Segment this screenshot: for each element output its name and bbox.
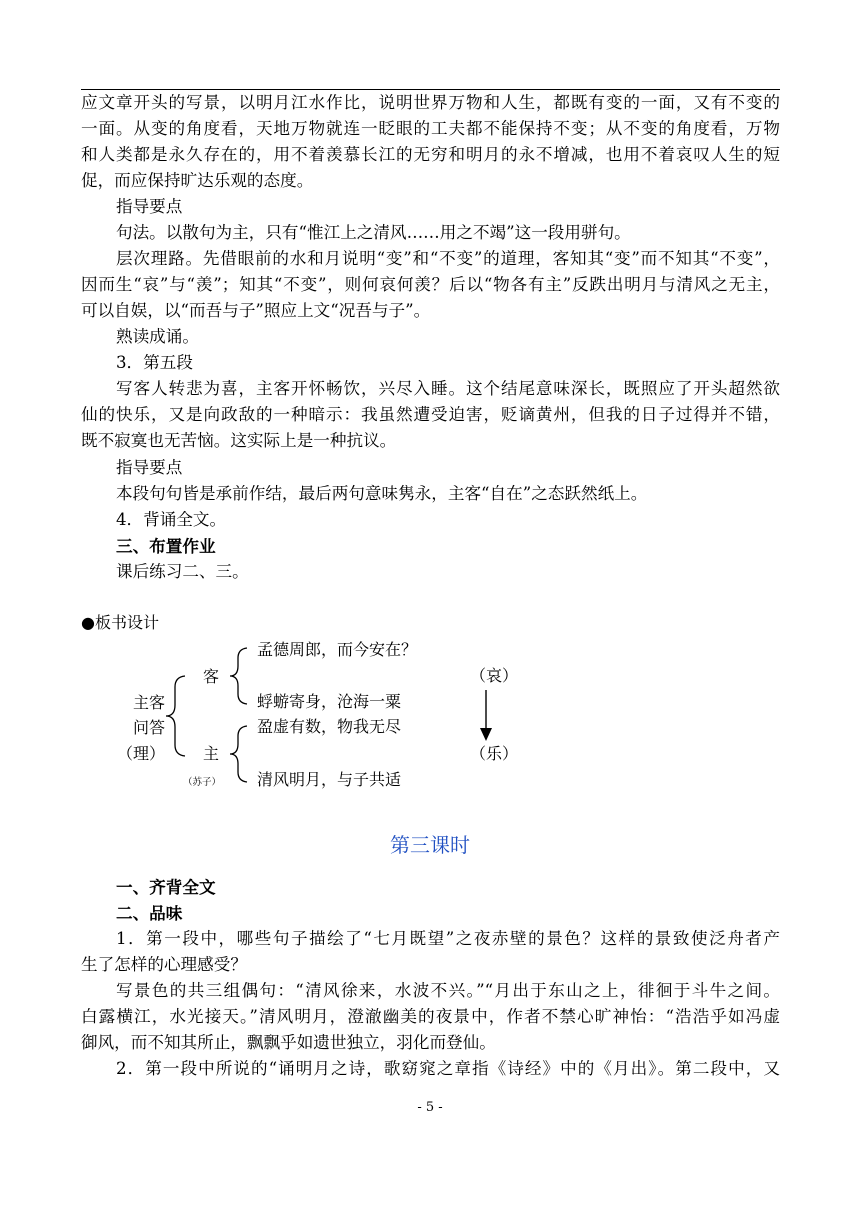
board-title: ●板书设计 [81, 613, 159, 632]
guide-title: 指导要点 [116, 458, 183, 477]
board-guest-line: 蜉蝣寄身，沧海一粟 [257, 692, 402, 711]
section-title: 3．第五段 [116, 353, 193, 372]
arrow-down-icon [480, 728, 492, 741]
list-item: 4．背诵全文。 [116, 510, 227, 529]
level-note-line: 层次理路。先借眼前的水和月说明“变”和“不变”的道理，客知其“变”而不知其“不变”， [116, 249, 780, 268]
answer-line: 白露横江，水光接天。”清风明月，澄澈幽美的夜景中，作者不禁心旷神怡：“浩浩乎如冯虚 [81, 1007, 780, 1026]
board-guest-label: 客 [203, 667, 220, 686]
homework-text: 课后练习二、三。 [116, 562, 249, 581]
sentence-note: 句法。以散句为主，只有“惟江上之清风……用之不竭”这一段用骈句。 [116, 223, 631, 242]
board-host-note: （苏子） [183, 777, 222, 788]
board-host-line: 盈虚有数，物我无尽 [257, 717, 402, 736]
lesson-section-title: 二、品味 [116, 903, 183, 923]
text-line: 和人类都是永久存在的，用不着羡慕长江的无穷和明月的永不增减，也用不着哀叹人生的短 [81, 145, 780, 164]
board-mood-joy: （乐） [470, 744, 519, 763]
board-host-line: 清风明月，与子共适 [257, 770, 402, 789]
guest-brace [230, 648, 247, 704]
answer-line: 写景色的共三组偶句：“清风徐来，水波不兴。”“月出于东山之上，徘徊于斗牛之间。 [116, 981, 780, 1000]
level-note-line: 因而生“哀”与“羡”；知其“不变”，则何哀何羡？后以“物各有主”反跌出明月与清风之无主， [81, 275, 780, 294]
text-line: 应文章开头的写景，以明月江水作比，说明世界万物和人生，都既有变的一面，又有不变的 [81, 93, 780, 112]
recite-note: 熟读成诵。 [116, 327, 199, 346]
host-brace [230, 726, 247, 782]
text-line: 一面。从变的角度看，天地万物就连一眨眼的工夫都不能保持不变；从不变的角度看，万物 [81, 119, 780, 138]
section-text-line: 仙的快乐，又是向政敌的一种暗示：我虽然遭受迫害，贬谪黄州，但我的日子过得并不错， [81, 405, 780, 424]
board-mood-sad: （哀） [470, 666, 519, 685]
board-host-label: 主 [203, 744, 220, 763]
board-left-label: （理） [117, 744, 166, 763]
text-line: 促，而应保持旷达乐观的态度。 [81, 171, 314, 190]
question-line: 1．第一段中，哪些句子描绘了“七月既望”之夜赤壁的景色？这样的景致使泛舟者产 [116, 929, 780, 948]
board-guest-line: 孟德周郎，而今安在？ [257, 640, 418, 659]
page-number: - 5 - [417, 1100, 443, 1115]
homework-title: 三、布置作业 [116, 536, 216, 556]
board-left-label: 主客 [133, 693, 166, 712]
section-text-line: 既不寂寞也无苦恼。这实际上是一种抗议。 [81, 431, 397, 450]
lesson-section-title: 一、齐背全文 [116, 877, 216, 897]
board-left-label: 问答 [133, 718, 166, 737]
section-text-line: 写客人转悲为喜，主客开怀畅饮，兴尽入睡。这个结尾意味深长，既照应了开头超然欲 [116, 379, 780, 398]
question-line: 2．第一段中所说的“诵明月之诗，歌窈窕之章指《诗经》中的《月出》。第二段中，又 [116, 1059, 780, 1078]
question-line: 生了怎样的心理感受？ [81, 955, 247, 974]
lesson-heading: 第三课时 [390, 833, 470, 857]
guide-text: 本段句句皆是承前作结，最后两句意味隽永，主客“自在”之态跃然纸上。 [116, 484, 648, 503]
answer-line: 御风，而不知其所止，飘飘乎如遗世独立，羽化而登仙。 [81, 1033, 496, 1052]
guide-title: 指导要点 [116, 197, 183, 216]
level-note-line: 可以自娱，以“而吾与子”照应上文“况吾与子”。 [81, 301, 431, 320]
large-brace [166, 676, 185, 756]
